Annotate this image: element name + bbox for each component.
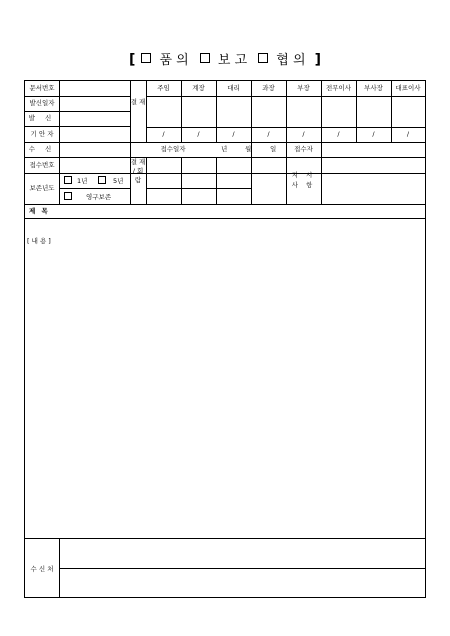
title-option-report: 보 고 <box>217 53 248 68</box>
checkbox-icon[interactable] <box>200 53 210 63</box>
label-content: [ 내 용 ] <box>27 237 51 245</box>
position-daepyo: 대표이사 <box>395 84 421 92</box>
checkbox-icon[interactable] <box>258 53 268 63</box>
retention-5year: 5년 <box>113 177 124 185</box>
date-slash: / <box>232 130 235 138</box>
title-option-approval: 품 의 <box>159 53 189 68</box>
label-receipt-no: 접수번호 <box>29 161 55 169</box>
label-subject: 제 목 <box>29 207 50 215</box>
position-bujang: 부장 <box>297 84 310 92</box>
approval-label: 결 재 <box>130 98 146 106</box>
date-slash: / <box>337 130 340 138</box>
review-label: 결 재 / 회 람 <box>130 158 146 184</box>
position-jeonmu: 전무이사 <box>325 84 352 92</box>
position-gwajang: 과장 <box>262 84 275 92</box>
instructions-label: 지 시 사 항 <box>291 171 316 189</box>
checkbox-icon[interactable] <box>141 53 151 63</box>
checkbox-icon[interactable] <box>98 176 106 184</box>
label-receiver: 수 신 <box>28 145 56 153</box>
position-daeri: 대리 <box>227 84 240 92</box>
date-slash: / <box>162 130 165 138</box>
label-doc-no: 문서번호 <box>29 84 55 92</box>
label-send-date: 발신일자 <box>29 99 55 107</box>
checkbox-icon[interactable] <box>64 176 72 184</box>
date-slash: / <box>372 130 375 138</box>
form-title <box>0 50 450 70</box>
position-juim: 주임 <box>157 84 170 92</box>
title-option-consult: 협 의 <box>276 53 306 68</box>
label-sender: 발 신 <box>28 114 56 122</box>
receipt-day: 일 <box>270 145 277 153</box>
title-bracket-open: [ <box>128 52 136 68</box>
position-busajang: 부사장 <box>364 84 383 92</box>
label-drafter: 기 안 자 <box>30 130 54 138</box>
position-gyejang: 계장 <box>192 84 205 92</box>
retention-permanent: 영구보존 <box>86 193 112 201</box>
label-recipients: 수 신 처 <box>30 565 54 573</box>
retention-1year: 1년 <box>77 177 88 185</box>
form-table <box>24 80 426 598</box>
date-slash: / <box>302 130 305 138</box>
receipt-date-label: 접수일자 <box>160 145 186 153</box>
date-slash: / <box>406 130 410 138</box>
date-slash: / <box>197 130 200 138</box>
receipt-month: 월 <box>245 145 252 153</box>
receipt-year: 년 <box>221 145 228 153</box>
checkbox-icon[interactable] <box>64 192 72 200</box>
title-bracket-close: ] <box>314 52 322 68</box>
date-slash: / <box>267 130 270 138</box>
label-retention: 보존년도 <box>29 184 55 192</box>
receipt-receiver-label: 접수자 <box>294 145 313 153</box>
